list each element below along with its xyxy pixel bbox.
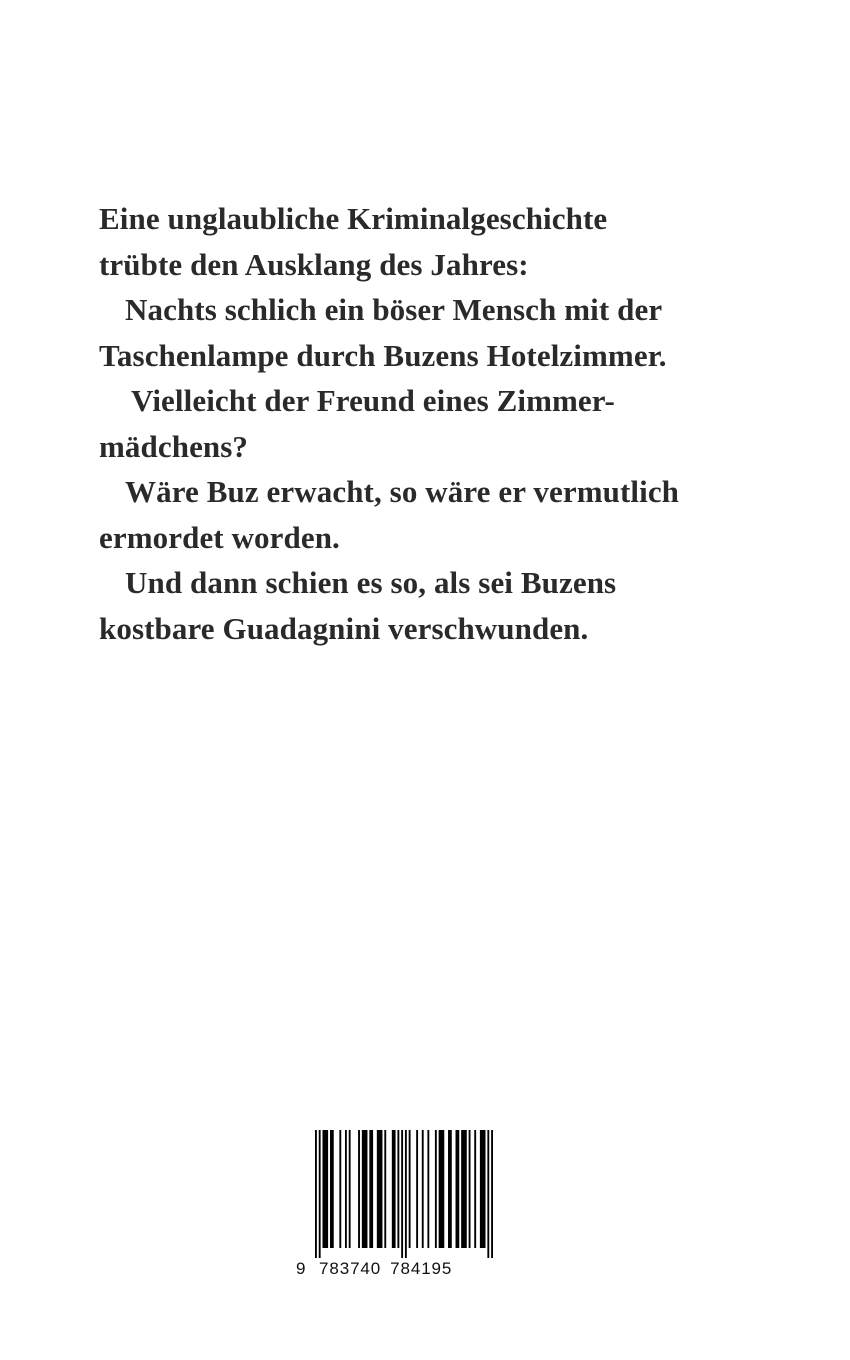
- blurb-line: trübte den Ausklang des Jahres:: [99, 246, 529, 282]
- barcode-bar: [422, 1130, 424, 1248]
- barcode-bar: [384, 1130, 386, 1248]
- barcode-bar: [392, 1130, 396, 1248]
- barcode-bar: [439, 1130, 445, 1248]
- blurb-line: Wäre Buz erwacht, so wäre er vermutlich: [125, 474, 680, 509]
- barcode-bar: [409, 1130, 411, 1248]
- barcode-bar: [330, 1130, 334, 1248]
- barcode-guard-bar: [319, 1130, 321, 1258]
- blurb-line: Taschenlampe durch Buzens Hotelzimmer.: [99, 337, 667, 373]
- barcode-bar: [339, 1130, 341, 1248]
- barcode-bar: [397, 1130, 399, 1248]
- blurb-line: Und dann schien es so, als sei Buzens: [125, 565, 617, 600]
- barcode-bar: [369, 1130, 373, 1248]
- barcode-bar: [358, 1130, 360, 1248]
- isbn-right-group: 784195: [390, 1259, 453, 1278]
- barcode-bar: [469, 1130, 471, 1248]
- isbn-left-group: 783740: [319, 1259, 382, 1278]
- barcode-bar: [461, 1130, 467, 1248]
- barcode-bar: [377, 1130, 383, 1248]
- blurb-text: [99, 196, 759, 651]
- barcode-bar: [448, 1130, 452, 1248]
- barcode-bar: [456, 1130, 460, 1248]
- barcode-bar: [322, 1130, 328, 1248]
- blurb-line: mädchens?: [99, 428, 249, 464]
- isbn-number: [296, 1253, 496, 1279]
- blurb-line: kostbare Guadagnini verschwunden.: [99, 610, 589, 646]
- isbn-barcode: [296, 1130, 496, 1282]
- barcode-guard-bar: [401, 1130, 403, 1258]
- isbn-first-digit: 9: [296, 1259, 307, 1278]
- blurb-line: Nachts schlich ein böser Mensch mit der: [125, 292, 663, 327]
- barcode-bar: [362, 1130, 368, 1248]
- blurb-line: Vielleicht der Freund eines Zimmer-: [131, 383, 615, 418]
- barcode-bars: [315, 1130, 493, 1258]
- blurb-line: Eine unglaubliche Kriminalgeschichte: [99, 201, 608, 236]
- barcode-bar: [480, 1130, 486, 1248]
- barcode-bar: [349, 1130, 351, 1248]
- barcode-bar: [435, 1130, 437, 1248]
- barcode-guard-bar: [491, 1130, 493, 1258]
- barcode-guard-bar: [315, 1130, 317, 1258]
- barcode-guard-bar: [487, 1130, 489, 1258]
- barcode-bar: [474, 1130, 476, 1248]
- barcode-guard-bar: [405, 1130, 407, 1258]
- barcode-bar: [416, 1130, 418, 1248]
- barcode-bar: [427, 1130, 429, 1248]
- barcode-bar: [345, 1130, 347, 1248]
- blurb-line: ermordet worden.: [99, 519, 340, 555]
